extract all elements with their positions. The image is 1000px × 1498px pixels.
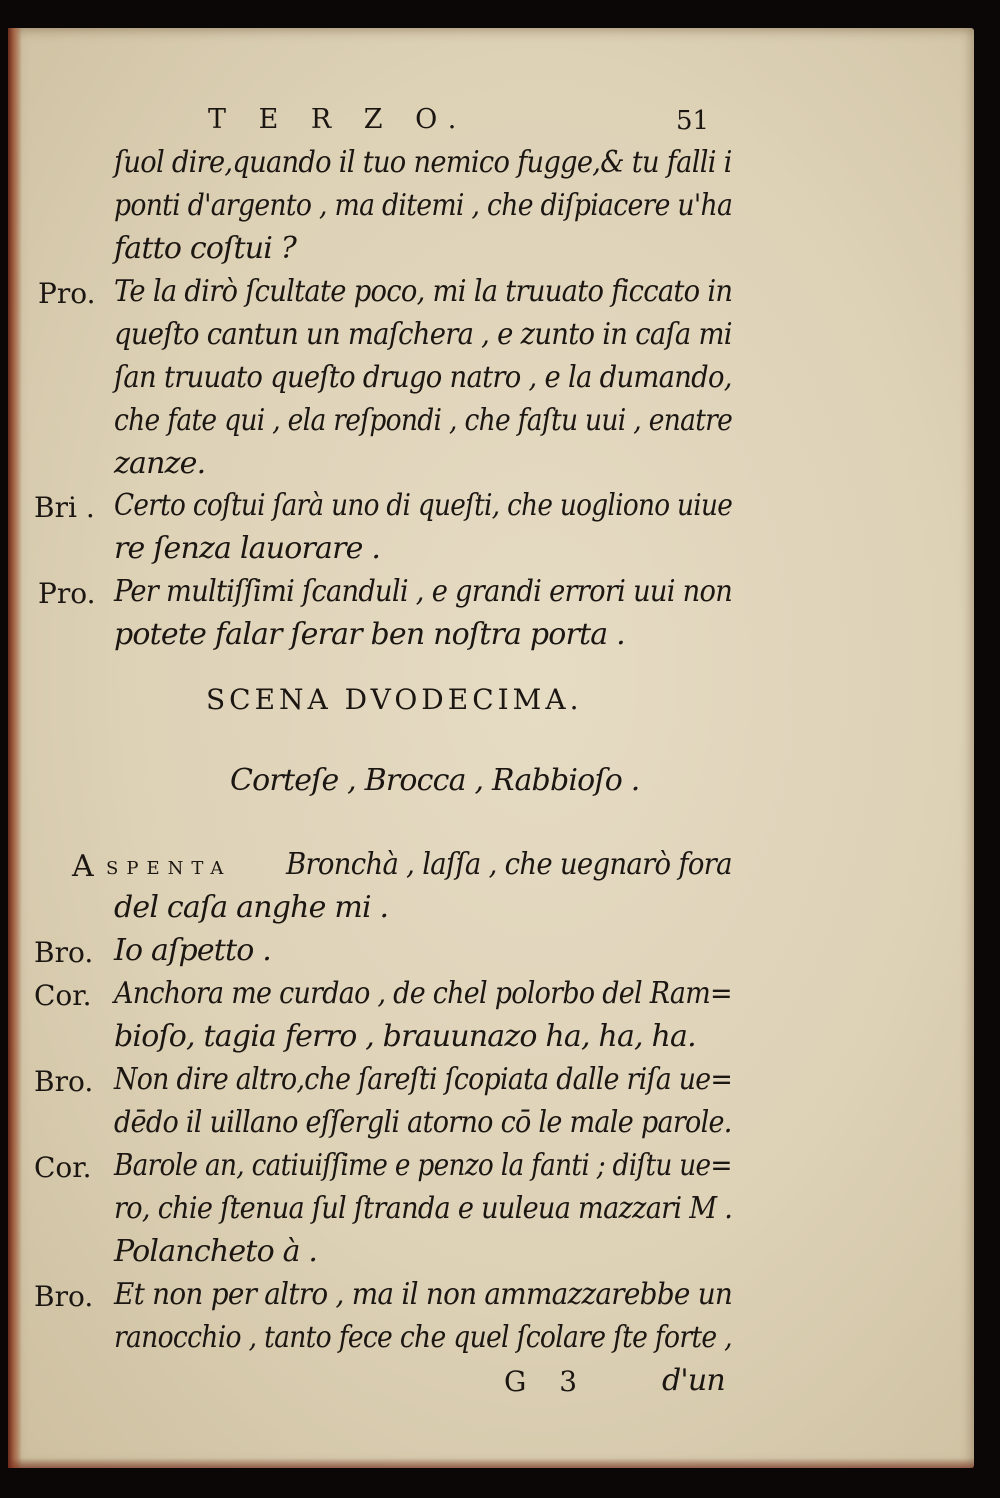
speaker-label: Pro.: [38, 577, 96, 610]
catchword: d'un: [662, 1363, 725, 1398]
speaker-label: Bri .: [34, 491, 95, 524]
text-line: bioſo, tagia ferro , brauunazo ha, ha, ha.: [114, 1019, 696, 1054]
character-list: Corteſe , Brocca , Rabbioſo .: [230, 763, 640, 798]
text-line: ſan truuato queſto drugo natro , e la dumando,: [114, 360, 732, 395]
speaker-label: Bro.: [34, 936, 94, 969]
text-line: ro, chie ſtenua ſul ſtranda e uuleua mazzari M .: [114, 1191, 733, 1226]
text-line: Et non per altro , ma il non ammazzarebbe un: [114, 1277, 733, 1312]
speaker-label: Pro.: [38, 277, 96, 310]
text-line: Te la dirò ſcultate poco, mi la truuato ficcato in: [114, 274, 733, 309]
text-line: Io aſpetto .: [114, 933, 272, 968]
text-line: re ſenza lauorare .: [114, 531, 381, 566]
running-title: T E R Z O.: [208, 104, 469, 135]
speaker-label: Cor.: [34, 979, 92, 1012]
aspenta-initial: A: [72, 849, 94, 884]
page-gutter-edge: [8, 28, 22, 1468]
text-line: Non dire altro,che ſareſti ſcopiata dalle riſa ue=: [114, 1062, 733, 1097]
speaker-label: Cor.: [34, 1151, 92, 1184]
text-line: ſuol dire,quando il tuo nemico fugge,& tu falli i: [114, 145, 732, 180]
text-line: Polancheto à .: [114, 1234, 318, 1269]
text-line: che fate qui , ela reſpondi , che faſtu uui , enatre: [114, 403, 733, 438]
text-line: ponti d'argento , ma ditemi , che diſpiacere u'ha: [114, 188, 733, 223]
text-line: Per multiſſimi ſcanduli , e grandi errori uui non: [114, 574, 733, 609]
text-line: del caſa anghe mi .: [114, 890, 389, 925]
text-line: Bronchà , laſſa , che uegnarò fora: [286, 847, 732, 882]
page-number: 51: [676, 106, 710, 136]
text-line: potete falar ſerar ben noſtra porta .: [114, 617, 625, 652]
signature-mark: G 3: [504, 1365, 590, 1398]
aspenta-name: SPENTA: [106, 858, 232, 879]
text-line: Certo coſtui ſarà uno di queſti, che uogliono uiue: [114, 488, 733, 523]
text-line: ranocchio , tanto fece che quel ſcolare ſte forte ,: [114, 1320, 732, 1355]
speaker-label: Bro.: [34, 1065, 94, 1098]
text-line: Anchora me curdao , de chel polorbo del Ram=: [114, 976, 732, 1011]
speaker-label: Bro.: [34, 1280, 94, 1313]
book-page: [8, 28, 974, 1468]
text-line: zanze.: [114, 446, 206, 481]
page-bottom-edge: [8, 1458, 974, 1468]
text-line: dēdo il uillano eſſergli atorno cō le male parole.: [114, 1105, 732, 1140]
text-line: queſto cantun un maſchera , e zunto in caſa mi: [114, 317, 732, 352]
text-line: fatto coſtui ?: [114, 231, 297, 266]
text-line: Barole an, catiuiſſime e penzo la fanti ; diſtu ue=: [114, 1148, 732, 1183]
scene-heading: SCENA DVODECIMA.: [206, 683, 583, 716]
